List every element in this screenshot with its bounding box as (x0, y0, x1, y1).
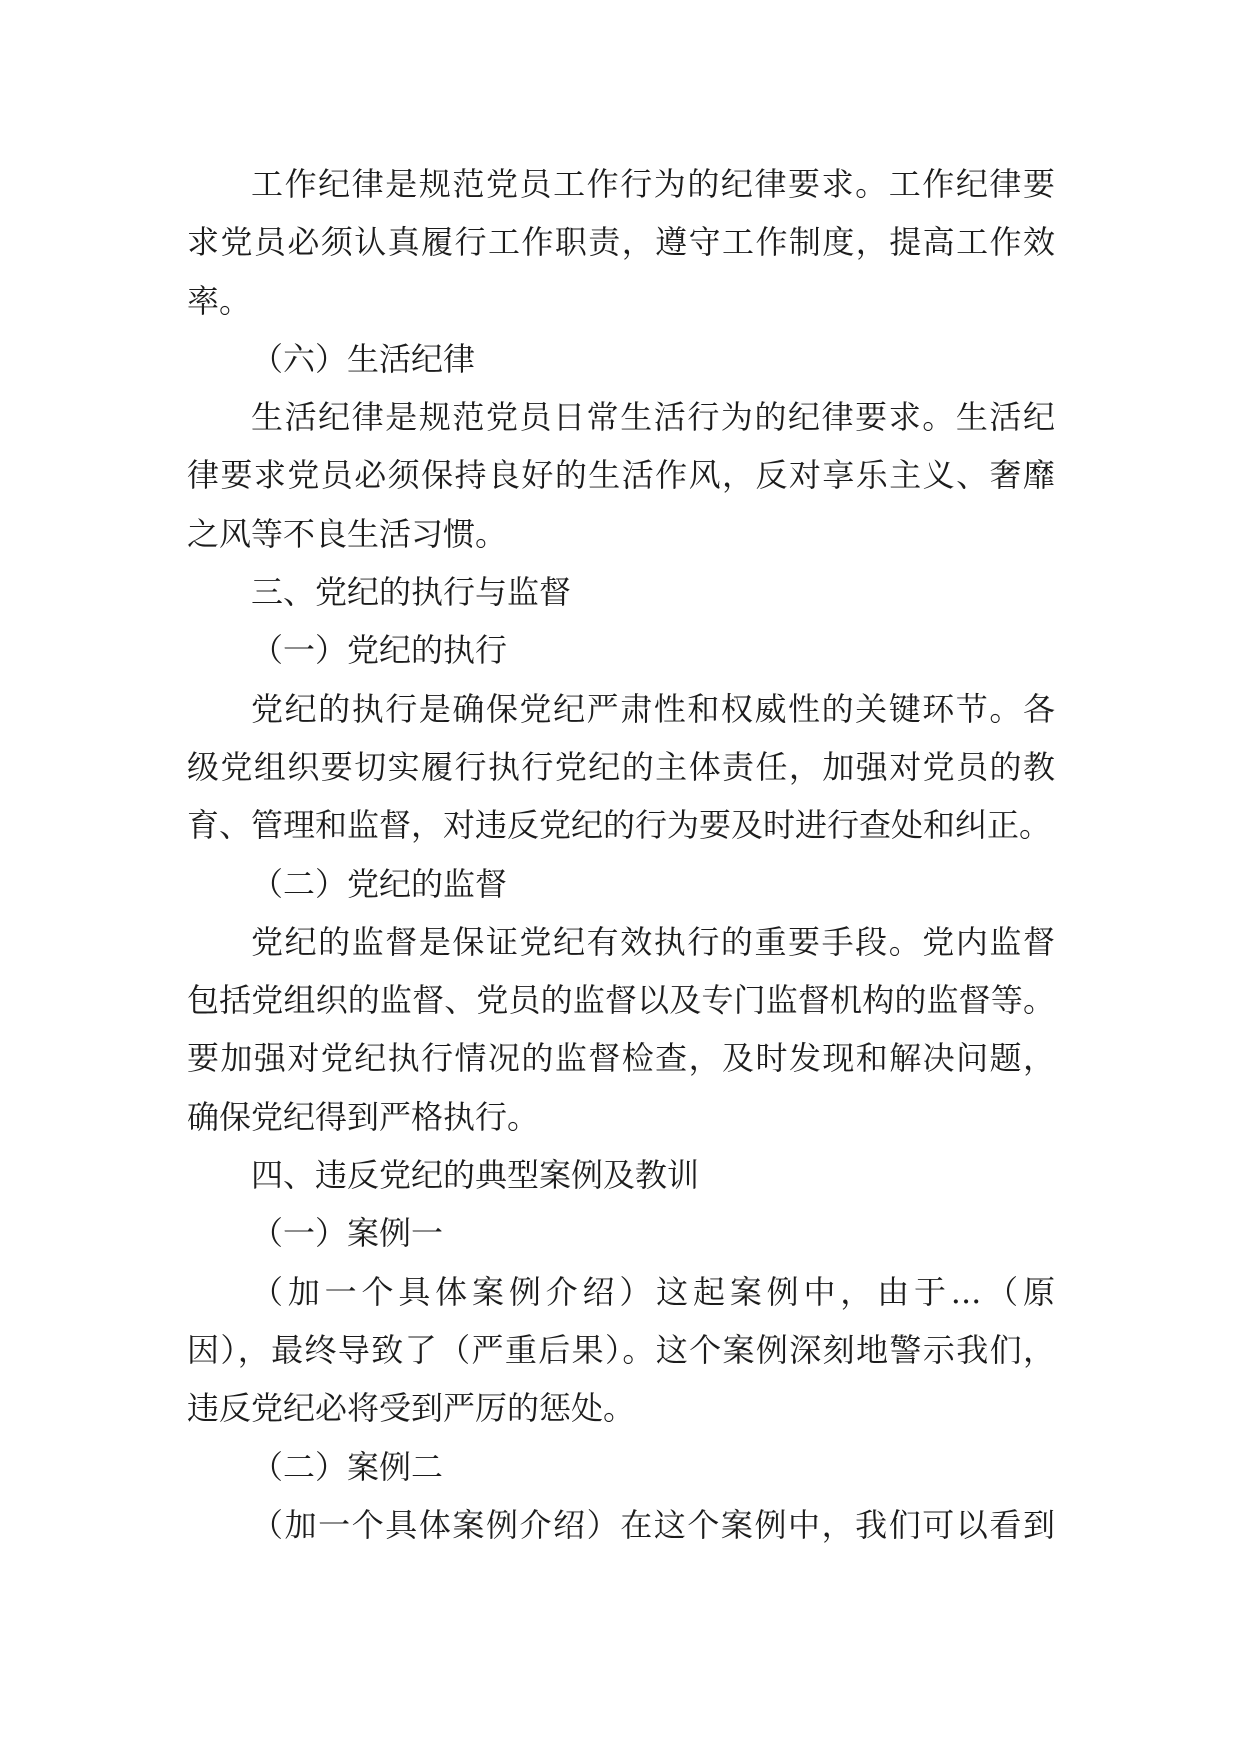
body-paragraph (187, 680, 1055, 855)
text-line: 之风等不良生活习惯。 (187, 514, 508, 553)
subsection-heading (187, 1438, 1055, 1496)
section-heading (187, 1146, 1055, 1204)
section-heading (187, 563, 1055, 621)
heading-text: 三、党纪的执行与监督 (251, 573, 572, 612)
heading-text: （二）党纪的监督 (251, 864, 508, 903)
text-line: （加一个具体案例介绍）这起案例中，由于...（原 (251, 1272, 1055, 1311)
heading-text: 四、违反党纪的典型案例及教训 (251, 1156, 700, 1195)
text-line: 违反党纪必将受到严厉的惩处。 (187, 1389, 636, 1428)
text-line: 确保党纪得到严格执行。 (187, 1097, 540, 1136)
document-page (187, 155, 1055, 1554)
heading-text: （六）生活纪律 (251, 339, 476, 378)
subsection-heading (187, 855, 1055, 913)
text-line: 求党员必须认真履行工作职责，遵守工作制度，提高工作效 (187, 223, 1055, 262)
text-line: 育、管理和监督，对违反党纪的行为要及时进行查处和纠正。 (187, 806, 1052, 845)
body-paragraph (187, 388, 1055, 563)
subsection-heading (187, 330, 1055, 388)
text-line: 党纪的监督是保证党纪有效执行的重要手段。党内监督 (251, 922, 1055, 961)
heading-text: （一）党纪的执行 (251, 631, 508, 670)
body-paragraph (187, 1496, 1055, 1554)
subsection-heading (187, 621, 1055, 679)
text-line: 工作纪律是规范党员工作行为的纪律要求。工作纪律要 (251, 165, 1055, 203)
text-line: 包括党组织的监督、党员的监督以及专门监督机构的监督等。 (187, 981, 1055, 1020)
text-line: 生活纪律是规范党员日常生活行为的纪律要求。生活纪 (251, 398, 1055, 437)
text-line: 级党组织要切实履行执行党纪的主体责任，加强对党员的教 (187, 747, 1055, 786)
text-line: 要加强对党纪执行情况的监督检查，及时发现和解决问题， (187, 1039, 1055, 1078)
heading-text: （一）案例一 (251, 1214, 444, 1253)
body-paragraph (187, 155, 1055, 330)
text-line: 因），最终导致了（严重后果）。这个案例深刻地警示我们， (187, 1330, 1055, 1369)
body-paragraph (187, 1263, 1055, 1438)
body-paragraph (187, 913, 1055, 1146)
text-line: （加一个具体案例介绍）在这个案例中，我们可以看到 (251, 1505, 1055, 1544)
text-line: 率。 (187, 281, 252, 320)
text-line: 党纪的执行是确保党纪严肃性和权威性的关键环节。各 (251, 689, 1055, 728)
heading-text: （二）案例二 (251, 1447, 444, 1486)
subsection-heading (187, 1204, 1055, 1262)
text-line: 律要求党员必须保持良好的生活作风，反对享乐主义、奢靡 (187, 456, 1055, 495)
